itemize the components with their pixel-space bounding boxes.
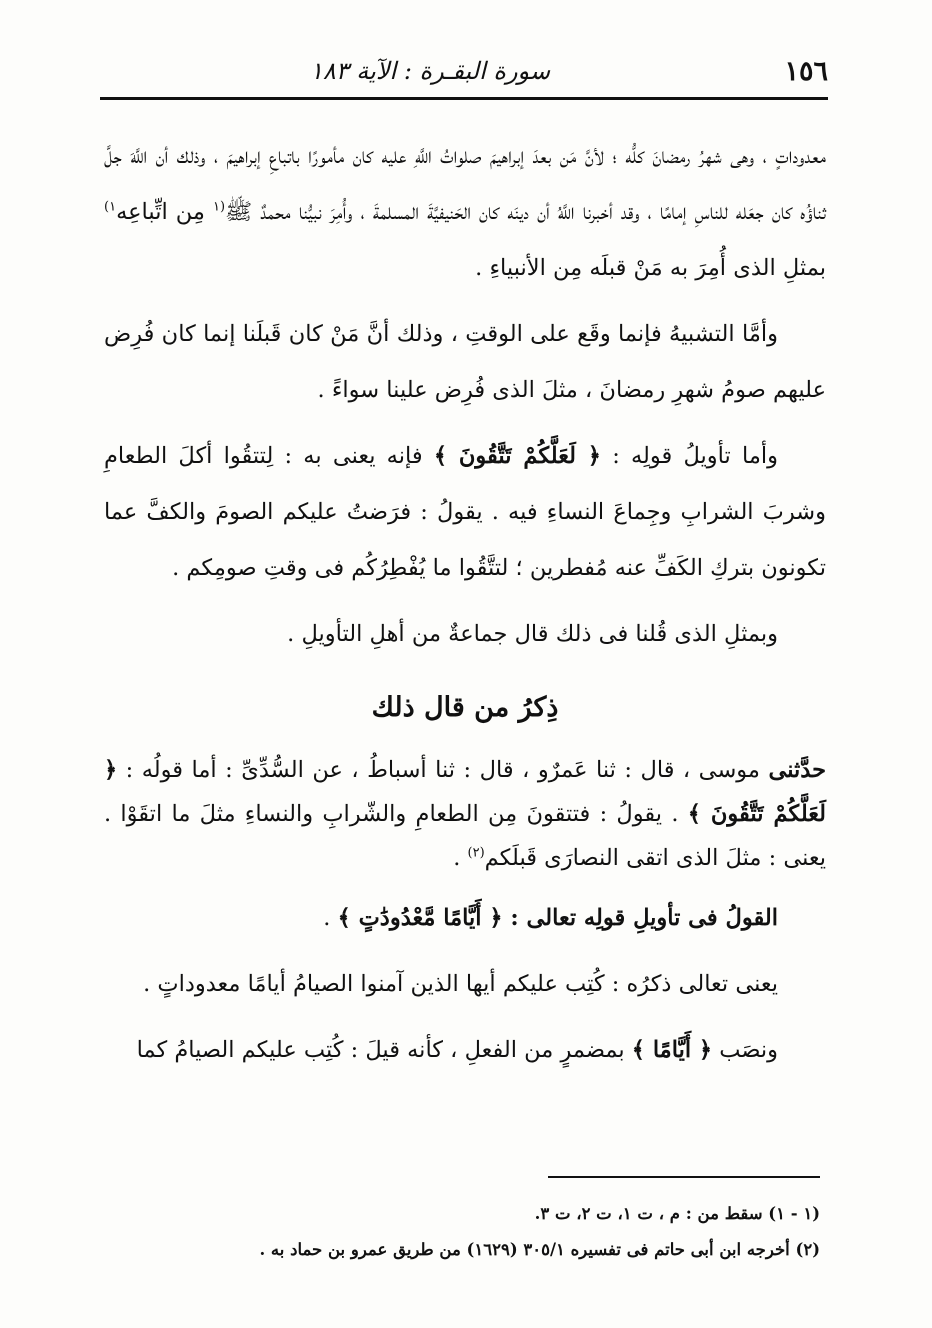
footnote-marker-1-open: (١: [212, 199, 226, 215]
header-divider: [100, 97, 828, 100]
footnote-marker-1-close: ١): [104, 199, 117, 215]
running-title: سورة البقـرة : الآية ١٨٣: [310, 57, 551, 85]
quran-quote: ﴿ لَعَلَّكُمْ تَتَّقُونَ ﴾: [433, 443, 601, 469]
tafsir-heading: القولُ فى تأويلِ قولِه تعالى :: [502, 905, 778, 931]
page-number: ١٥٦: [784, 55, 828, 87]
paragraph-7: يعنى تعالى ذكرُه : كُتِب عليكم أيها الذين آمنوا الصيامُ أيامًا معدوداتٍ .: [143, 971, 778, 997]
paragraph-5: حدَّثنى موسى ، قال : ثنا عَمرٌو ، قال : ثنا أسباطُ ، عن السُّدِّىِّ : أما قولُه : ﴿ لَعَلَّكُمْ تَتَّقُونَ ﴾ . يقولُ : فتتقونَ مِن الطعامِ والشّرابِ والنساءِ مثلَ ما اتقَوْا . يعنى : مثلَ الذى اتقى النصارَى قَبلَكم$^{(٢)}$ .: [104, 757, 826, 871]
hadith-lead: حدَّثنى: [768, 757, 826, 783]
footnote-2: (٢) أخرجه ابن أبى حاتم فى تفسيره ٣٠٥/١ (١٦٢٩) من طريق عمرو بن حماد به .: [259, 1240, 820, 1259]
quran-quote: ﴿ أَيَّامًا مَّعْدُودَٰتٍ ﴾: [337, 905, 503, 931]
footnotes: [104, 1196, 820, 1268]
paragraph-1: معدوداتٍ ، وهى شهرُ رمضانَ كلُّه ؛ لأنَّ مَن بعدَ إبراهيمَ صلواتُ اللَّهِ عليه كان مأمورًا باتباعِ إبراهيمَ ، وذلك أن اللَّهَ جلَّ ثناؤُه كان جعَله للناسِ إمامًا ، وقد أخبرنا اللَّهُ أن دينَه كان الحَنيفيَّةَ المسلمةَ ، وأُمِرَ نبيُّنا محمدٌ ﷺ$^{(١}$ مِن اتِّباعِه$^{١)}$ بمثلِ الذى أُمِرَ به مَنْ قبلَه مِن الأنبياءِ .: [104, 143, 826, 281]
footnote-1: (١ - ١) سقط من : م ، ت ١، ت ٢، ت ٣.: [534, 1204, 820, 1223]
paragraph-3: وأما تأويلُ قولِه : ﴿ لَعَلَّكُمْ تَتَّقُونَ ﴾ فإنه يعنى به : لِتتقُوا أكلَ الطعامِ وشربَ الشرابِ وجِماعَ النساءِ فيه . يقولُ : فرَضتُ عليكم الصومَ والكفَّ عما تكونون بتركِ الكَفِّ عنه مُفطرين ؛ لتتَّقُوا ما يُفْطِرُكُم فى وقتِ صومِكم .: [104, 443, 826, 581]
page-header: [100, 48, 828, 94]
quran-quote: ﴿ أَيَّامًا ﴾: [631, 1037, 713, 1063]
footnote-marker-2: (٢): [467, 845, 485, 861]
footnote-divider: [548, 1176, 820, 1178]
main-text: [104, 128, 826, 1078]
paragraph-8: ونصَب ﴿ أَيَّامًا ﴾ بمضمرٍ من الفعلِ ، كأنه قيلَ : كُتِب عليكم الصيامُ كما: [136, 1037, 778, 1063]
section-heading: ذِكرُ من قال ذلك: [371, 692, 559, 723]
quran-quote: ﴿ لَعَلَّكُمْ تَتَّقُونَ ﴾: [104, 757, 826, 827]
paragraph-4: وبمثلِ الذى قُلنا فى ذلك قال جماعةٌ من أهلِ التأويلِ .: [287, 621, 778, 647]
paragraph-2: وأمَّا التشبيهُ فإنما وقَع على الوقتِ ، وذلك أنَّ مَنْ كان قَبلَنا إنما كان فُرِض عليهم صومُ شهرِ رمضانَ ، مثلَ الذى فُرِض علينا سواءً .: [104, 321, 826, 403]
paragraph-6: القولُ فى تأويلِ قولِه تعالى : ﴿ أَيَّامًا مَّعْدُودَٰتٍ ﴾ .: [323, 905, 778, 931]
